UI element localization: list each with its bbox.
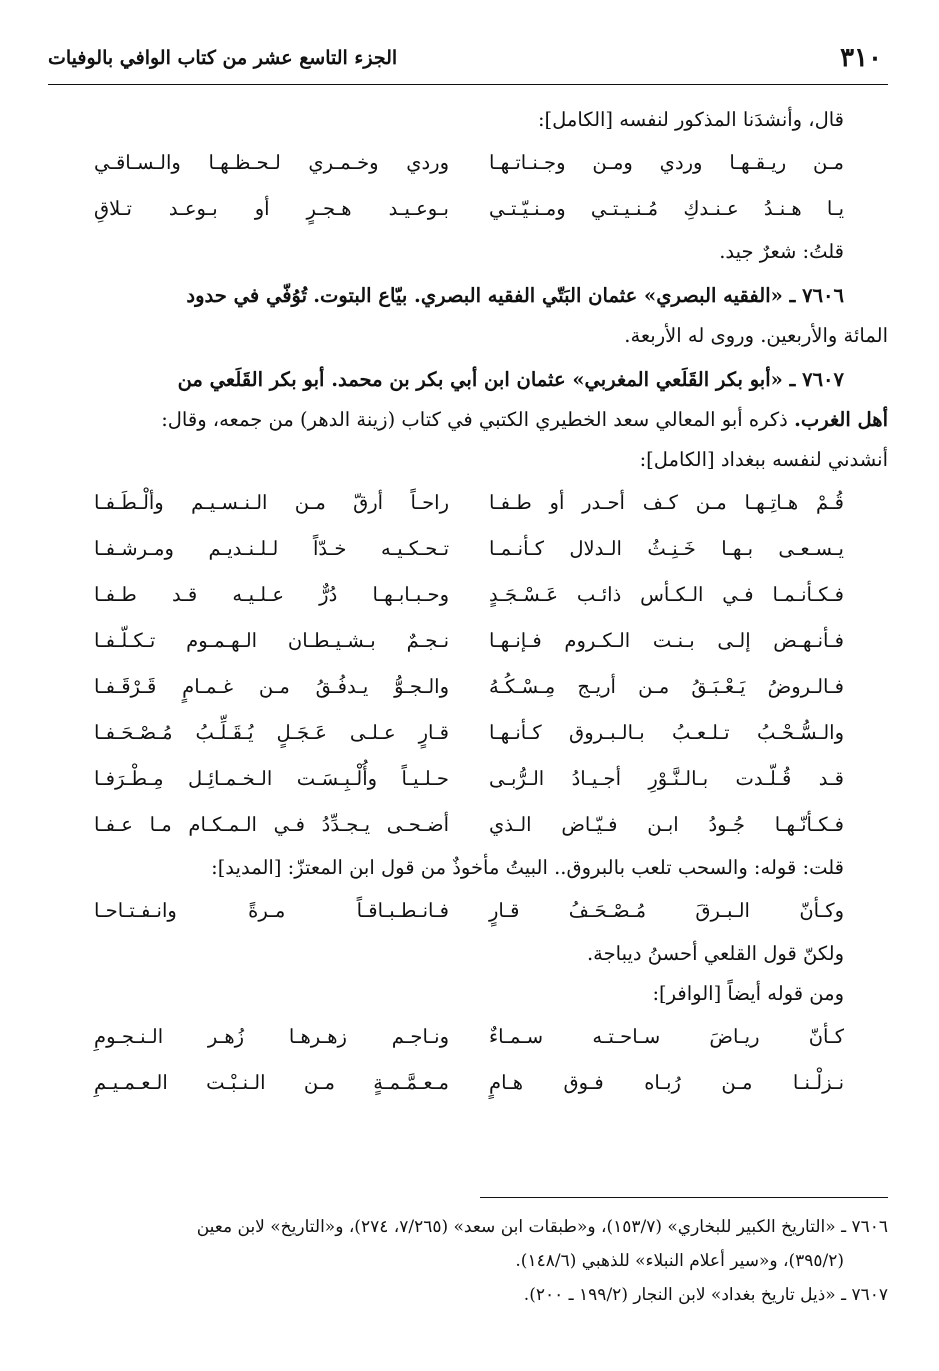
entry-death-note: تُوُفّي في حدود: [186, 284, 308, 307]
header-rule: [48, 84, 888, 85]
entry-7607-continued: [48, 400, 888, 440]
verse-line: [48, 1060, 888, 1106]
verse-first-hemistich: يـا هـنـدُ عـنـدكِ مُـنـيـتـي ومـنـيّـتـي: [489, 197, 844, 220]
verse-first-hemistich: نـزلْـنـا مـن رُبـاه فـوق هـامٍ: [489, 1071, 844, 1094]
verse-line: [48, 618, 888, 664]
verse-second-hemistich: فـانـطـبـاقـاً مـرةً وانـفـتـاحـا: [94, 899, 449, 922]
entry-origin: أهل الغرب.: [794, 408, 888, 431]
verse-first-hemistich: قُـمْ هـاتِـهـا مـن كـف أحـدر أو طـفـا: [489, 491, 844, 514]
entry-7607: [48, 360, 888, 400]
verse-line: [48, 1014, 888, 1060]
entry-7606-continued: المائة والأربعين. وروى له الأربعة.: [624, 324, 888, 347]
verse-first-hemistich: يـسـعـى بـهـا خَـنِـثُ الـدلال كـأنـمـا: [489, 537, 844, 560]
verse-first-hemistich: والـسُّـحْـبُ تـلـعـبُ بـالـبـروق كـأنـهـا: [489, 721, 844, 744]
verse-line: [48, 710, 888, 756]
verse-line: [48, 140, 888, 186]
page-header: [48, 38, 888, 78]
footnote-rule: [480, 1197, 888, 1198]
verse-line: [48, 664, 888, 710]
verse-second-hemistich: بـوعـيـد هـجـرٍ أو بـوعـد تـلاقِ: [94, 197, 449, 220]
verse-second-hemistich: قـارٍ عـلـى عَـجَـلٍ يُـقَـلِّـبُ مُـصْـحَـفـا: [94, 721, 449, 744]
entry-heading: ٧٦٠٦ ـ «الفقيه البصري» عثمان البَتّي الفقيه البصري. بيّاع البتوت.: [313, 284, 844, 307]
page-body: [48, 100, 888, 1106]
verse-line: [48, 888, 888, 934]
verse-first-hemistich: قـد قُـلّـدت بـالـنَّـوْرِ أجـيـادُ الـرُّبـى: [489, 767, 844, 790]
verse-second-hemistich: مـعـمَّـمـةٍ مـن الـنـبْـت الـعـمـيـمِ: [94, 1071, 449, 1094]
running-title: الجزء التاسع عشر من كتاب الوافي بالوفيات: [48, 47, 398, 69]
commentary: ولكنّ قول القلعي أحسنُ ديباجة.: [586, 942, 844, 965]
poem-intro: أنشدني لنفسه ببغداد [الكامل]:: [639, 448, 888, 471]
verse-first-hemistich: فـكـأنـمـا فـي الـكـأس ذائـب عَـسْـجَـدٍ: [489, 583, 844, 606]
verse-second-hemistich: والـجـوُّ يـدفُـقُ مـن غـمـامٍ قَـرْقَـفـا: [94, 675, 449, 698]
verse-line: [48, 572, 888, 618]
verse-second-hemistich: حـلـيـاً وأُلْـبِـسَـت الـخـمـائِـل مِـطْـرَفـا: [94, 767, 449, 790]
entry-7606: [48, 276, 888, 316]
verse-line: [48, 480, 888, 526]
verse-line: [48, 186, 888, 232]
commentary: قلت: قوله: والسحب تلعب بالبروق.. البيتُ مأخوذٌ من قول ابن المعتزّ: [المديد]:: [211, 856, 844, 879]
poem-intro: ومن قوله أيضاً [الوافر]:: [652, 982, 844, 1005]
footnote-7606-continued: (٣٩٥/٢)، و«سير أعلام النبلاء» للذهبي (١٤٨/٦).: [515, 1251, 844, 1271]
verse-first-hemistich: فـالـروضُ يَـعْـبَـقُ مـن أريـج مِـسْـكُـهُ: [489, 675, 844, 698]
verse-second-hemistich: تـحـكـيـه خـدّاً لـلـنـديـم ومـرشـفـا: [94, 537, 449, 560]
verse-first-hemistich: وكـأنّ الـبـرقَ مُـصْـحَـفُ قـارٍ: [489, 899, 844, 922]
verse-line: [48, 802, 888, 848]
entry-heading: ٧٦٠٧ ـ «أبو بكر القَلَعي المغربي» عثمان ابن أبي بكر بن محمد. أبو بكر القَلَعي من: [177, 368, 844, 391]
page-number: ٣١٠: [840, 43, 882, 73]
verse-first-hemistich: مـن ريـقـهـا وردي ومـن وجـنـاتـهـا: [489, 151, 844, 174]
verse-second-hemistich: وحـبـابـهـا دُرٌّ عـلـيـه قـد طـفـا: [94, 583, 449, 606]
verse-first-hemistich: فـكـأنّـهـا جُـودُ ابـن فـيّـاض الـذي: [489, 813, 844, 836]
verse-second-hemistich: وردي وخـمـري لـحـظـهـا والـسـاقـي: [94, 151, 449, 174]
footnote-7606: ٧٦٠٦ ـ «التاريخ الكبير للبخاري» (١٥٣/٧)، و«طبقات ابن سعد» (٧/٢٦٥، ٢٧٤)، و«التاريخ» لابن معين: [196, 1217, 888, 1237]
footnote-7607: ٧٦٠٧ ـ «ذيل تاريخ بغداد» لابن النجار (١٩٩/٢ ـ ٢٠٠).: [523, 1285, 888, 1305]
verse-second-hemistich: ونـاجـم زهـرهـا زُهـر الـنـجـومِ: [94, 1025, 449, 1048]
book-page: [48, 30, 888, 1350]
verse-line: [48, 526, 888, 572]
verse-first-hemistich: كـأنّ ريـاضَ سـاحـتـه سـمـاءٌ: [489, 1025, 844, 1048]
entry-source-note: ذكره أبو المعالي سعد الخطيري الكتبي في كتاب (زينة الدهر) من جمعه، وقال:: [161, 408, 788, 431]
poem-intro: قال، وأنشدَنا المذكور لنفسه [الكامل]:: [537, 108, 844, 131]
verse-line: [48, 756, 888, 802]
commentary: قلتُ: شعرٌ جيد.: [719, 240, 844, 263]
footnotes: [48, 1210, 888, 1312]
verse-second-hemistich: راحـاً أرقّ مـن الـنـسـيـم وألْـطَـفـا: [94, 491, 449, 514]
verse-second-hemistich: أضـحـى يـجـدِّدُ فـي الـمـكـام مـا عـفـا: [94, 813, 449, 836]
verse-second-hemistich: نـجـمٌ بـشـيـطـان الـهـمـوم تـكـلّـفـا: [94, 629, 449, 652]
verse-first-hemistich: فـأنـهـض إلـى بـنـت الـكـروم فـإنـهـا: [489, 629, 844, 652]
